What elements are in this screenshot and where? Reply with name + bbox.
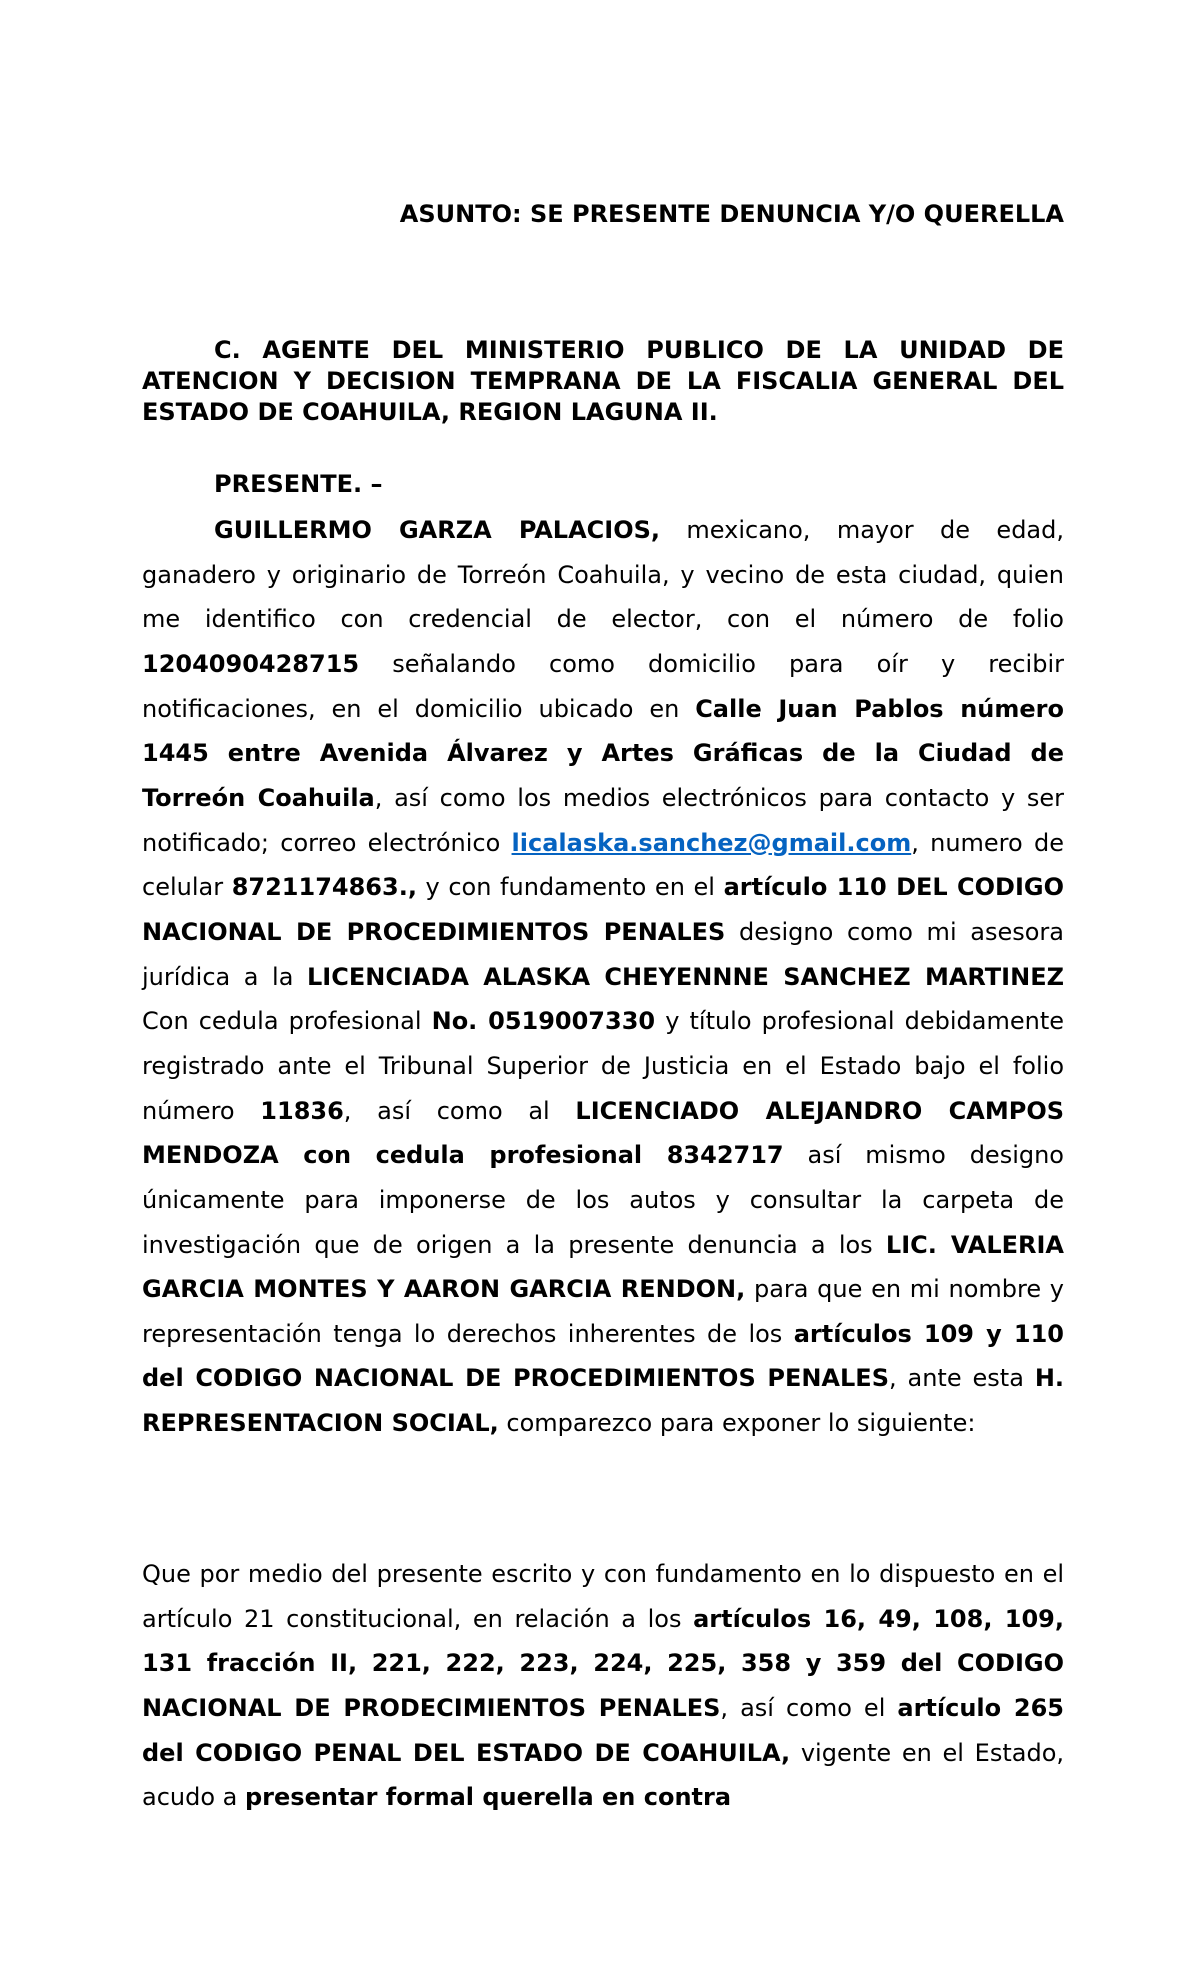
complainant-name: GUILLERMO GARZA PALACIOS, <box>214 516 661 544</box>
legal-advisor-name: LICENCIADA ALASKA CHEYENNNE SANCHEZ MARTINEZ <box>307 962 1064 991</box>
text-span: vigente en el Estado, acudo a <box>142 1738 1064 1812</box>
text-span: , numero de celular <box>142 828 1064 902</box>
license-number: No. 0519007330 <box>431 1007 656 1036</box>
addressee-block: C. AGENTE DEL MINISTERIO PUBLICO DE LA UNIDAD DE ATENCION Y DECISION TEMPRANA DE LA FISCALIA GENERAL DEL ESTADO DE COAHUILA, REGION LAGUNA II. <box>142 336 1064 426</box>
legal-reference: artículos 109 y 110 del CODIGO NACIONAL DE PROCEDIMIENTOS PENALES <box>142 1319 1064 1393</box>
text-span: y título profesional debidamente registrado ante el Tribunal Superior de Justicia en el Estado bajo el folio número <box>142 1007 1064 1125</box>
complaint-statement: presentar formal querella en contra <box>245 1783 732 1812</box>
voter-id-folio: 1204090428715 <box>142 649 360 678</box>
legal-reference: artículos 16, 49, 108, 109, 131 fracción II, 221, 222, 223, 224, 225, 358 y 359 del CODIGO NACIONAL DE PRODECIMIENTOS PENALES <box>142 1604 1064 1722</box>
subject-line: ASUNTO: SE PRESENTE DENUNCIA Y/O QUERELLA <box>399 200 1064 228</box>
authority-name: H. REPRESENTACION SOCIAL, <box>142 1364 1065 1438</box>
second-lawyer: LICENCIADO ALEJANDRO CAMPOS MENDOZA con cedula profesional 8342717 <box>142 1096 1065 1170</box>
text-span: , así como los medios electrónicos para contacto y ser notificado; correo electrónico <box>142 783 1065 857</box>
authorized-persons: LIC. VALERIA GARCIA MONTES Y AARON GARCIA RENDON, <box>142 1230 1065 1304</box>
text-span: Con cedula profesional <box>142 1007 432 1036</box>
address: Calle Juan Pablos número 1445 entre Avenida Álvarez y Artes Gráficas de la Ciudad de Torreón Coahuila <box>142 694 1064 812</box>
text-span: señalando como domicilio para oír y recibir notificaciones, en el domicilio ubicado en <box>142 649 1064 723</box>
folio-number: 11836 <box>260 1096 344 1125</box>
body-paragraph-2 <box>142 1552 1064 1820</box>
text-span: , así como el <box>720 1693 898 1722</box>
text-span: comparezco para exponer lo siguiente: <box>498 1409 976 1438</box>
email-link[interactable]: licalaska.sanchez@gmail.com <box>511 828 912 857</box>
text-span: mexicano, mayor de edad, ganadero y originario de Torreón Coahuila, y vecino de esta ciudad, quien me identifico con credencial de elector, con el número de folio <box>142 516 1065 634</box>
text-span: para que en mi nombre y representación tenga lo derechos inherentes de los <box>142 1275 1064 1348</box>
legal-reference: artículo 265 del CODIGO PENAL DEL ESTADO DE COAHUILA, <box>142 1693 1064 1767</box>
text-span: así mismo designo únicamente para imponerse de los autos y consultar la carpeta de investigación que de origen a la presente denuncia a los <box>142 1141 1064 1259</box>
legal-reference: artículo 110 DEL CODIGO NACIONAL DE PROCEDIMIENTOS PENALES <box>142 873 1065 946</box>
salutation: PRESENTE. – <box>214 470 383 498</box>
text-span: , así como al <box>343 1096 576 1125</box>
text-span: designo como mi asesora jurídica a la <box>142 917 1065 991</box>
phone-number: 8721174863., <box>231 873 417 902</box>
text-span: , ante esta <box>888 1364 1035 1393</box>
text-span: y con fundamento en el <box>416 873 724 902</box>
body-paragraph-1 <box>142 508 1064 1446</box>
text-span: Que por medio del presente escrito y con fundamento en lo dispuesto en el artículo 21 constitucional, en relación a los <box>142 1560 1064 1633</box>
